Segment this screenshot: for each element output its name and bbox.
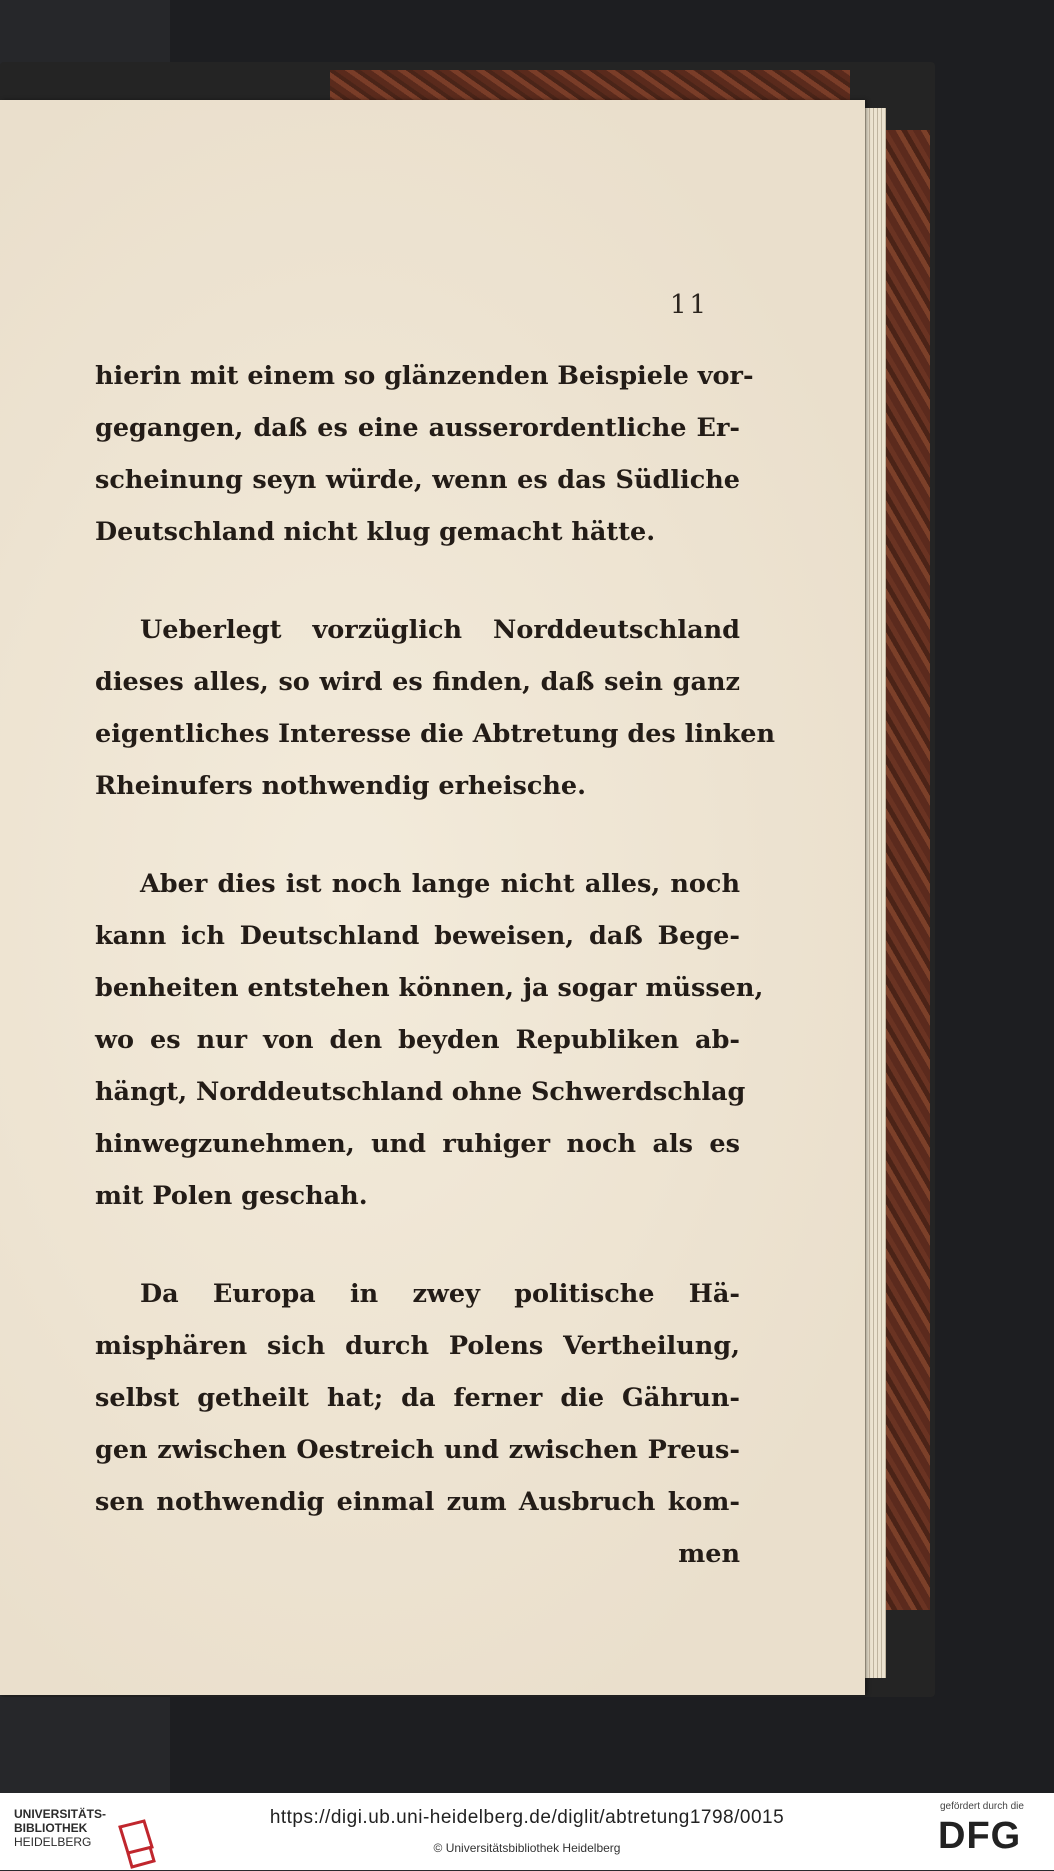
catchword: men — [678, 1539, 740, 1569]
text-line: sen nothwendig einmal zum Ausbruch kom- — [95, 1487, 740, 1517]
paragraph — [95, 604, 775, 812]
text-line: Ueberlegt vorzüglich Norddeutschland — [140, 615, 740, 645]
text-line: misphären sich durch Polens Vertheilung, — [95, 1331, 740, 1361]
text-line: selbst getheilt hat; da ferner die Gährun- — [95, 1383, 740, 1413]
text-line: hierin mit einem so glänzenden Beispiele vor- — [95, 361, 754, 391]
text-line: Deutschland nicht klug gemacht hätte. — [95, 517, 656, 547]
paragraph — [95, 858, 764, 1222]
text-line: eigentliches Interesse die Abtretung des linken — [95, 719, 775, 749]
text-line: gen zwischen Oestreich und zwischen Preus- — [95, 1435, 740, 1465]
text-line: benheiten entstehen können, ja sogar müssen, — [95, 973, 764, 1003]
text-line: Aber dies ist noch lange nicht alles, noch — [140, 869, 740, 899]
text-line: dieses alles, so wird es finden, daß sein ganz — [95, 667, 740, 697]
permalink-url[interactable]: https://digi.ub.uni-heidelberg.de/diglit/abtretung1798/0015 — [269, 1807, 785, 1828]
text-line: hinwegzunehmen, und ruhiger noch als es — [95, 1129, 740, 1159]
text-line: scheinung seyn würde, wenn es das Südliche — [95, 465, 740, 495]
library-name-line3: HEIDELBERG — [14, 1835, 92, 1849]
text-line: Rheinufers nothwendig erheische. — [95, 771, 587, 801]
dfg-logo[interactable]: DFG — [938, 1815, 1022, 1857]
text-line: kann ich Deutschland beweisen, daß Bege- — [95, 921, 740, 951]
text-line: hängt, Norddeutschland ohne Schwerdschlag — [95, 1077, 746, 1107]
library-name-line1: UNIVERSITÄTS- — [14, 1807, 107, 1821]
page-text — [95, 350, 775, 1580]
text-line: Da Europa in zwey politische Hä- — [140, 1279, 740, 1309]
library-name-line2: BIBLIOTHEK — [14, 1821, 88, 1835]
text-line: gegangen, daß es eine ausserordentliche Er- — [95, 413, 740, 443]
copyright-notice: © Universitätsbibliothek Heidelberg — [433, 1841, 621, 1855]
page-number: 11 — [670, 290, 710, 320]
paragraph — [95, 1268, 740, 1528]
text-line: wo es nur von den beyden Republiken ab- — [95, 1025, 740, 1055]
text-line: mit Polen geschah. — [95, 1181, 368, 1211]
paragraph — [95, 350, 754, 558]
viewer-footer — [0, 1793, 1054, 1870]
funding-note: gefördert durch die — [940, 1801, 1024, 1812]
